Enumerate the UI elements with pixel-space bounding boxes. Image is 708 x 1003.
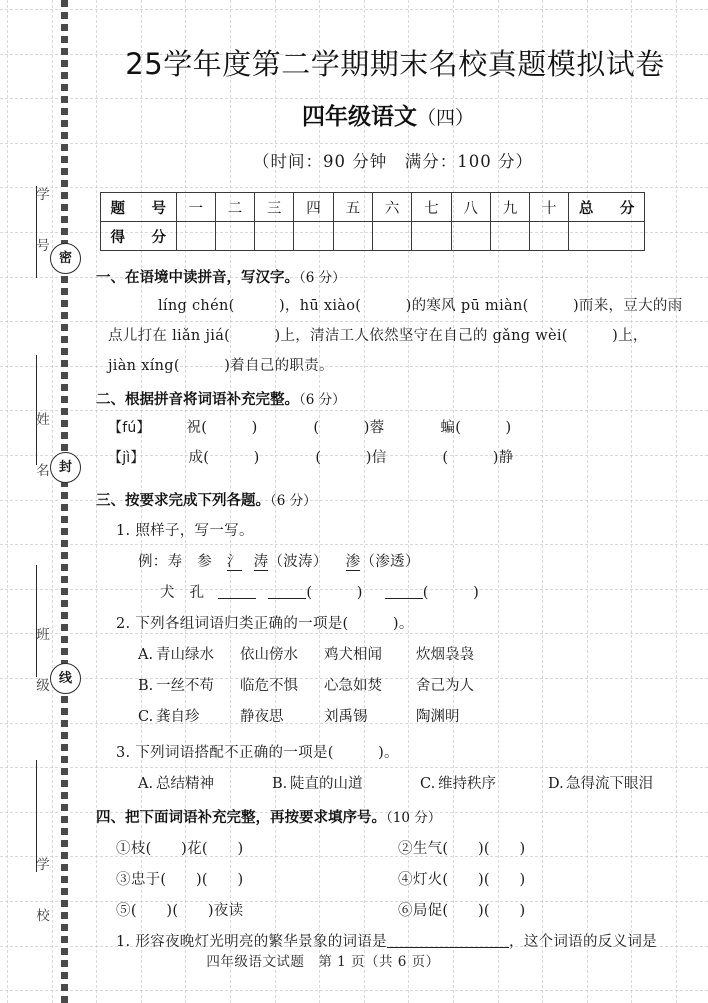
blank-6-num: ⑥: [398, 903, 413, 919]
section-3-heading: [96, 489, 317, 510]
section-3-points: （6 分）: [270, 493, 317, 509]
section-1-line-1: líng chén( )，hū xiào( )的寒风 pū miàn( )而来，豆大的雨: [158, 298, 683, 314]
answer-blank-2[interactable]: [268, 584, 306, 599]
score-cell-1[interactable]: [176, 222, 215, 251]
seal-label-class: 班 级: [33, 626, 49, 704]
answer-blank-3[interactable]: [385, 584, 423, 599]
section-4-heading: [96, 806, 441, 827]
q3-option-d-text: 急得流下眼泪: [566, 776, 653, 792]
option-c-word-2: 静夜思: [240, 709, 284, 725]
section-4-blank-6[interactable]: [398, 899, 525, 920]
option-c-word-1: 龚自珍: [156, 709, 200, 725]
answer-paren-1[interactable]: ( ): [306, 585, 363, 601]
q3-option-b-text: 陡直的山道: [290, 776, 363, 792]
score-table-col-1: 一: [176, 193, 215, 222]
section-3-q1-answer-row: [160, 581, 479, 602]
option-b-word-3: 心急如焚: [324, 678, 382, 694]
score-table-col-6: 六: [372, 193, 411, 222]
option-b-word-1: 一丝不苟: [156, 678, 214, 694]
score-cell-7[interactable]: [412, 222, 451, 251]
score-cell-4[interactable]: [294, 222, 333, 251]
q3-option-c-label: C.: [420, 776, 436, 792]
seal-badge-mi: 密: [50, 243, 81, 274]
section-3-q3-options[interactable]: [138, 772, 653, 793]
blank-5-text: ( )( )夜读: [130, 903, 244, 919]
section-3-q1-example: [138, 550, 420, 571]
score-table-col-8: 八: [451, 193, 490, 222]
blank-3-num: ③: [116, 872, 131, 888]
blank-4-text: 灯火( )( ): [412, 872, 526, 888]
section-2-title: 二、根据拼音将词语补充完整。: [96, 392, 299, 408]
blank-1-text: 枝( )花( ): [130, 841, 244, 857]
option-c-label: C.: [138, 709, 154, 725]
content-column: [88, 0, 708, 1003]
section-3-q1-stem: 1. 照样子，写一写。: [116, 523, 254, 539]
section-2-fu-item-1: 祝( ): [186, 420, 258, 436]
option-a-word-1: 青山绿水: [156, 647, 214, 663]
seal-badge-xian: 线: [50, 663, 81, 694]
section-2-fu-item-3: 蝙( ): [440, 420, 512, 436]
answer-blank-1[interactable]: [218, 584, 256, 599]
example-word-botao: （波涛）: [268, 554, 328, 570]
section-4-question-1: [116, 930, 657, 951]
seal-margin: [0, 0, 86, 1003]
score-cell-9[interactable]: [490, 222, 529, 251]
paper-subject: [88, 98, 688, 131]
score-table-row-label-question: 题 号: [101, 193, 177, 222]
blank-2-num: ②: [398, 841, 413, 857]
section-4-q1-suffix: ，这个词语的反义词是: [508, 934, 657, 950]
option-a-word-2: 依山傍水: [240, 647, 298, 663]
section-3-q2-option-c[interactable]: [138, 705, 460, 726]
example-radical: 氵: [226, 554, 242, 570]
section-2-row-fu: [108, 416, 512, 437]
section-4-title: 四、把下面词语补充完整，再按要求填序号。: [96, 810, 386, 826]
score-table-col-9: 九: [490, 193, 529, 222]
score-cell-10[interactable]: [530, 222, 569, 251]
option-a-label: A.: [138, 647, 154, 663]
section-3-q2-option-b[interactable]: [138, 674, 474, 695]
section-2-row-ji: [108, 446, 514, 467]
seal-label-student-id: 学 号: [33, 186, 49, 264]
blank-6-text: 局促( )( ): [412, 903, 526, 919]
section-2-points: （6 分）: [299, 392, 346, 408]
q3-option-c-text: 维持秩序: [438, 776, 496, 792]
page-title: 25学年度第二学期期末名校真题模拟试卷: [125, 47, 665, 81]
section-2-ji-item-1: 成( ): [188, 450, 260, 466]
score-table-col-5: 五: [333, 193, 372, 222]
section-2-fu-item-2: ( )蓉: [313, 420, 385, 436]
option-a-word-3: 鸡犬相闻: [324, 647, 382, 663]
blank-3-text: 忠于( )( ): [130, 872, 244, 888]
option-a-word-4: 炊烟袅袅: [416, 647, 474, 663]
section-1-line-3: jiàn xíng( )着自己的职责。: [108, 358, 334, 374]
section-4-points: （10 分）: [386, 810, 442, 826]
section-3-q2-option-a[interactable]: [138, 643, 474, 664]
example-prefix: 例：寿 参: [138, 554, 227, 570]
score-table-col-7: 七: [412, 193, 451, 222]
score-table-row-label-score: 得 分: [101, 222, 177, 251]
section-1-points: （6 分）: [299, 270, 346, 286]
score-cell-5[interactable]: [333, 222, 372, 251]
score-cell-2[interactable]: [215, 222, 254, 251]
blank-2-text: 生气( )( ): [412, 841, 526, 857]
section-2-heading: [96, 388, 346, 409]
paper-time-and-score: （时间：90 分钟 满分：100 分）: [253, 152, 533, 171]
seal-label-name: 姓 名: [33, 411, 49, 489]
option-c-word-4: 陶渊明: [416, 709, 460, 725]
score-table-col-4: 四: [294, 193, 333, 222]
option-b-word-2: 临危不惧: [240, 678, 298, 694]
option-c-word-3: 刘禹锡: [324, 709, 368, 725]
blank-5-num: ⑤: [116, 903, 131, 919]
score-table-col-2: 二: [215, 193, 254, 222]
section-3-q2-stem: 2. 下列各组词语归类正确的一项是( )。: [116, 616, 414, 632]
q3-option-a-label: A.: [138, 776, 154, 792]
score-table-col-3: 三: [255, 193, 294, 222]
blank-4-num: ④: [398, 872, 413, 888]
paper-subject-variant: （四）: [416, 107, 474, 129]
seal-dotted-line: [61, 0, 68, 1003]
section-4-q1-answer-blank[interactable]: [387, 933, 509, 948]
section-1-line-2: 点儿打在 liǎn jiá( )上，清洁工人依然坚守在自己的 gǎng wèi( )上，: [108, 328, 648, 344]
score-cell-8[interactable]: [451, 222, 490, 251]
score-table-col-10: 十: [530, 193, 569, 222]
example-word-shentou: （渗透）: [360, 554, 420, 570]
seal-label-school: 学 校: [33, 856, 49, 934]
section-4-q1-prefix: 1. 形容夜晚灯光明亮的繁华景象的词语是: [116, 934, 387, 950]
score-table-col-total: 总 分: [569, 193, 645, 222]
example-char-tao: 涛: [253, 554, 269, 570]
page-footer: 四年级语文试题 第 1 页（共 6 页）: [206, 954, 440, 970]
section-4-blank-1[interactable]: [116, 837, 243, 858]
score-table: [100, 192, 645, 251]
section-2-ji-item-2: ( )信: [315, 450, 387, 466]
section-2-pinyin-fu: 【fú】: [108, 420, 151, 436]
section-4-blank-4[interactable]: [398, 868, 525, 889]
option-b-word-4: 舍己为人: [416, 678, 474, 694]
table-row-scores: [101, 222, 645, 251]
section-2-pinyin-ji: 【jì】: [108, 450, 145, 466]
seal-badge-feng: 封: [50, 452, 81, 483]
section-1-heading: [96, 266, 346, 287]
q3-option-a-text: 总结精神: [156, 776, 214, 792]
q3-option-b-label: B.: [272, 776, 288, 792]
section-1-title: 一、在语境中读拼音，写汉字。: [96, 270, 299, 286]
section-3-q3-stem: 3. 下列词语搭配不正确的一项是( )。: [116, 745, 399, 761]
option-b-label: B.: [138, 678, 154, 694]
section-4-blank-2[interactable]: [398, 837, 525, 858]
section-4-blank-3[interactable]: [116, 868, 243, 889]
answer-row-prefix: 犬 孔: [160, 585, 205, 601]
score-cell-total[interactable]: [569, 222, 645, 251]
blank-1-num: ①: [116, 841, 131, 857]
table-row-question-numbers: [101, 193, 645, 222]
score-cell-3[interactable]: [255, 222, 294, 251]
paper-subject-name: 四年级语文: [301, 103, 417, 130]
example-char-shen: 渗: [345, 554, 361, 570]
answer-paren-2[interactable]: ( ): [422, 585, 480, 601]
section-3-title: 三、按要求完成下列各题。: [96, 493, 270, 509]
section-4-blank-5[interactable]: [116, 899, 243, 920]
section-2-ji-item-3: ( )静: [442, 450, 514, 466]
q3-option-d-label: D.: [548, 776, 564, 792]
score-cell-6[interactable]: [372, 222, 411, 251]
